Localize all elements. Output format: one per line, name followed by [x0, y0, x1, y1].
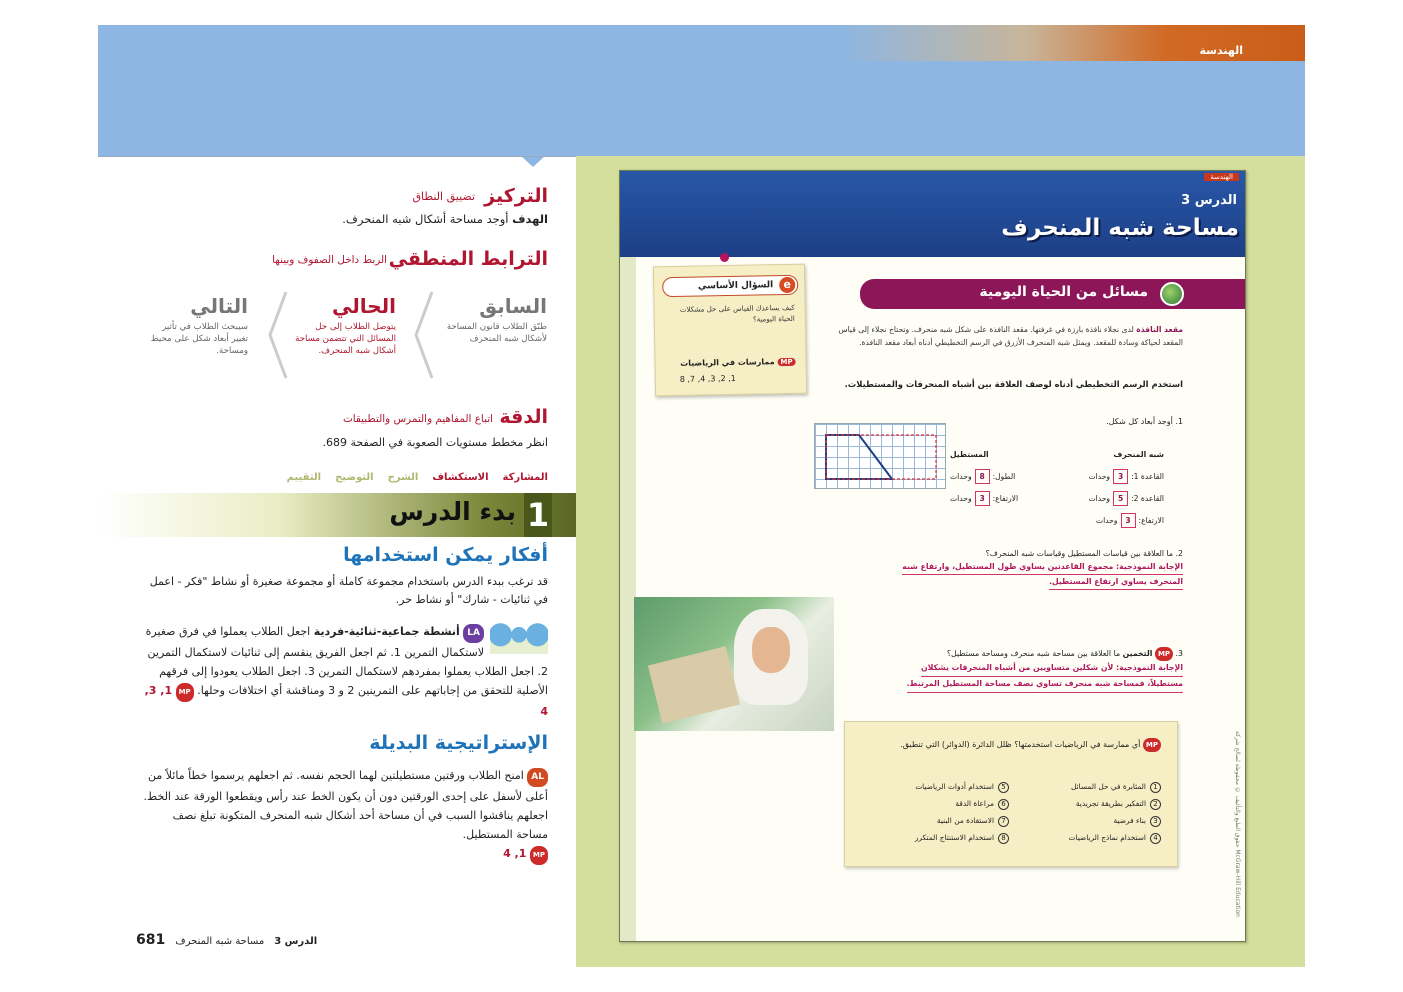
- practice-label: التفكير بطريقة تجريدية: [1075, 799, 1146, 808]
- math-practices-title-text: أي ممارسة في الرياضيات استخدمتها؟ ظلل الدائرة (الدوائر) التي تنطبق.: [900, 740, 1141, 749]
- practice-item[interactable]: [857, 782, 1009, 793]
- q2-prompt: 2. ما العلاقة بين قياسات المستطيل وقياسات شبه المنحرف؟: [985, 549, 1183, 558]
- practice-item[interactable]: [1009, 782, 1161, 793]
- q2-answer-line2: المنحرف يساوي ارتفاع المستطيل.: [1049, 575, 1183, 590]
- coherence-title: الترابط المنطقي: [388, 248, 548, 270]
- coherence-current: [292, 294, 396, 357]
- alternate-text: امنح الطلاب ورقتين مستطيلتين لهما الحجم نفسه. ثم اجعلهم يرسموا خطاً مائلاً من أعلى لأسفل على إحدى الورقتين دون أن يكون الخط عند رأس ويقطعوا الورقة عند الخط. اجعلهم يناقشوا السبب في أن مساحة أحد أشكال شبه المنحرف المتكونة تبلغ نصف مساحة المستطيل.: [143, 769, 548, 841]
- stage-explore: الاستكشاف: [432, 472, 489, 483]
- length-label: الطول:: [992, 471, 1016, 481]
- photo-face: [752, 627, 790, 673]
- practice-circle[interactable]: 6: [998, 799, 1009, 810]
- stage-evaluate: التقييم: [286, 472, 322, 483]
- groups-refs: 1, 3, 4: [144, 684, 548, 718]
- current-heading: الحالي: [331, 294, 396, 318]
- base2-label: القاعدة 2:: [1131, 493, 1164, 503]
- stage-elaborate: التوضيح: [335, 472, 374, 483]
- goal-text: أوجد مساحة أشكال شبه المنحرف.: [342, 212, 509, 226]
- q1-prompt: 1. أوجد أبعاد كل شكل.: [1106, 417, 1183, 426]
- height-answer[interactable]: 3: [1121, 513, 1136, 528]
- footer-lesson-name: مساحة شبه المنحرف: [175, 936, 265, 947]
- practice-item[interactable]: [857, 816, 1009, 827]
- e-icon: e: [779, 277, 795, 293]
- grid-diagram: [814, 423, 946, 489]
- units-label: وحدات: [950, 493, 972, 503]
- practice-circle[interactable]: 4: [1150, 833, 1161, 844]
- previous-text: طبّق الطلاب قانون المساحة لأشكال شبه المنحرف: [446, 322, 547, 344]
- rectangle-head: المستطيل: [950, 449, 989, 459]
- units-label: وحدات: [1088, 471, 1111, 481]
- student-page: [619, 170, 1246, 942]
- student-lesson-label: الدرس 3: [1181, 193, 1237, 208]
- practice-item[interactable]: [1009, 833, 1161, 844]
- essential-question-label: السؤال الأساسي: [697, 280, 774, 292]
- essential-practice-label: ممارسات في الرياضيات: [680, 357, 775, 368]
- student-page-tag: الهندسة: [1204, 173, 1239, 181]
- practice-label: استخدام نماذج الرياضيات: [1068, 833, 1146, 842]
- practice-icon: MP: [1143, 738, 1161, 752]
- launch-number: 1: [524, 493, 552, 537]
- stage-engage: المشاركة: [502, 472, 548, 483]
- real-world-bar: [860, 279, 1246, 309]
- real-world-body: لدى نجلاء نافذة بارزة في غرفتها. مقعد النافذة على شكل شبه منحرف. وتحتاج نجلاء إلى قياس المقعد لحياكة وسادة للمقعد. ويمثل شبه المنحرف الأزرق في الرسم التخطيطي أدناه أبعاد مقعد النافذة.: [838, 325, 1183, 347]
- practice-icon: MP: [777, 358, 795, 366]
- groups-title: أنشطة جماعية-ثنائية-فردية: [313, 625, 460, 638]
- chevron-left-icon: [412, 290, 434, 380]
- practice-circle[interactable]: 5: [998, 782, 1009, 793]
- level-badge: LA: [463, 624, 484, 643]
- base2-answer[interactable]: 5: [1113, 491, 1128, 506]
- alternate-title: الإستراتيجية البديلة: [369, 732, 548, 754]
- base1-label: القاعدة 1:: [1131, 471, 1164, 481]
- practice-icon: MP: [530, 846, 548, 865]
- coherence-next: [144, 294, 248, 357]
- essential-question-note: [653, 264, 807, 397]
- base1-cell: [1088, 469, 1164, 484]
- groups-activity: [138, 622, 548, 721]
- real-world-instruction: استخدم الرسم التخطيطي أدناه لوصف العلاقة بين أشباه المنحرفات والمستطيلات.: [844, 379, 1183, 389]
- practice-item[interactable]: [857, 799, 1009, 810]
- rigor-title: الدقة: [499, 406, 548, 428]
- launch-title: بدء الدرس: [389, 497, 516, 526]
- practice-label: الاستفادة من البنية: [936, 816, 994, 825]
- q3-prompt: ما العلاقة بين مساحة شبه منحرف ومساحة مستطيل؟: [946, 649, 1121, 658]
- rect-height-label: الارتفاع:: [992, 493, 1019, 503]
- length-answer[interactable]: 8: [975, 469, 990, 484]
- trapezoid-diagram: [815, 424, 947, 490]
- practice-item[interactable]: [1009, 816, 1161, 827]
- pin-icon: [720, 253, 729, 262]
- focus-subtitle: تضييق النطاق: [412, 190, 475, 203]
- current-text: يتوصل الطلاب إلى حل المسائل التي تتضمن مساحة أشكال شبه المنحرف.: [295, 322, 396, 356]
- practice-label: بناء فرضية: [1113, 816, 1146, 825]
- goal-label: الهدف: [512, 212, 548, 226]
- previous-heading: السابق: [479, 294, 547, 318]
- rigor-text: انظر مخطط مستويات الصعوبة في الصفحة 689.: [322, 436, 548, 449]
- alternate-text-block: [138, 766, 548, 865]
- height-cell: [1096, 513, 1164, 528]
- practice-icon: MP: [1155, 647, 1173, 661]
- practice-icon: MP: [176, 683, 194, 702]
- essential-practice: [680, 357, 796, 368]
- rect-height-cell: [950, 491, 1018, 506]
- math-practices-list: [857, 782, 1161, 844]
- rect-height-answer[interactable]: 3: [975, 491, 990, 506]
- q1-table: [950, 443, 1164, 531]
- groups-text: اجعل الطلاب يعملوا في فرق صغيرة لاستكمال التمرين 1. ثم اجعل الفريق ينقسم إلى ثنائيات لاستكمال التمرين 2. اجعل الطلاب يعملوا بمفردهم لاستكمال التمرين 3. اجعل الطلاب يعودوا إلى فرقهم الأصلية للتحقق من إجاباتهم على التمرينين 2 و 3 ومناقشة أي اختلافات وحلها.: [145, 625, 548, 697]
- practice-circle[interactable]: 2: [1150, 799, 1161, 810]
- student-page-header: [620, 171, 1245, 257]
- practice-circle[interactable]: 1: [1150, 782, 1161, 793]
- practice-circle[interactable]: 7: [998, 816, 1009, 827]
- trapezoid-head: شبه المنحرف: [1113, 449, 1164, 459]
- height-label: الارتفاع:: [1138, 515, 1164, 525]
- q3-answer-line1: الإجابة النموذجية: لأن شكلين متساويين من أشباه المنحرفات يشكلان: [921, 661, 1183, 677]
- page-number: 681: [136, 932, 166, 948]
- lesson-stages: [287, 472, 548, 483]
- rigor-subtitle: اتباع المفاهيم والتمرس والتطبيقات: [342, 413, 493, 425]
- practice-item[interactable]: [1009, 799, 1161, 810]
- goal-line: [342, 212, 548, 226]
- chevron-left-icon: [266, 290, 288, 380]
- alternate-refs: 1, 4: [503, 847, 527, 860]
- math-practices-note: [844, 721, 1178, 867]
- q3-block: [813, 647, 1183, 693]
- base1-answer[interactable]: 3: [1113, 469, 1128, 484]
- length-cell: [950, 469, 1015, 484]
- next-text: سيبحث الطلاب في تأثير تغيير أبعاد شكل على محيط ومساحة.: [150, 322, 248, 356]
- practice-item[interactable]: [857, 833, 1009, 844]
- real-world-text: [835, 323, 1183, 349]
- units-label: وحدات: [1095, 515, 1118, 525]
- level-badge: AL: [527, 768, 548, 787]
- page-footer: [136, 932, 317, 948]
- header-category: الهندسة: [1199, 44, 1243, 57]
- real-world-lead: مقعد النافذة: [1136, 325, 1183, 334]
- focus-title: التركيز: [484, 185, 548, 207]
- practice-label: مراعاة الدقة: [955, 799, 994, 808]
- student-page-title: مساحة شبه المنحرف: [1001, 215, 1239, 241]
- real-world-title: مسائل من الحياة اليومية: [979, 284, 1148, 300]
- copyright-vertical: حقوق الطبع والتأليف © محفوظة لصالح شركة McGraw-Hill Education: [1234, 731, 1241, 917]
- q3-tag: التخمين: [1122, 649, 1153, 658]
- group-people-icon: [490, 622, 548, 654]
- next-heading: التالي: [190, 294, 248, 318]
- essential-question-text: كيف يساعدك القياس على حل مشكلات الحياة اليومية؟: [679, 303, 795, 324]
- q2-answer-line1: الإجابة النموذجية: مجموع القاعدتين يساوي طول المستطيل، وارتفاع شبه: [902, 560, 1183, 575]
- base2-cell: [1088, 491, 1164, 506]
- photo-book: [648, 646, 740, 724]
- coherence-subtitle: الربط داخل الصفوف وبينها: [272, 254, 387, 266]
- essential-practice-nums: 1, 2, 3, 4, 7, 8: [679, 373, 736, 384]
- divider: [98, 156, 576, 157]
- q3-num: 3.: [1175, 649, 1183, 658]
- practice-label: استخدام أدوات الرياضيات: [915, 782, 994, 791]
- coherence-previous: [443, 294, 547, 345]
- practice-circle[interactable]: 3: [1150, 816, 1161, 827]
- units-label: وحدات: [1088, 493, 1111, 503]
- ideas-title: أفكار يمكن استخدامها: [343, 544, 548, 566]
- ideas-text: قد ترغب ببدء الدرس باستخدام مجموعة كاملة أو مجموعة صغيرة أو نشاط "فكر - اعمل في ثنائيات - شارك" أو نشاط حر.: [149, 575, 548, 606]
- practice-label: المثابرة في حل المسائل: [1070, 782, 1146, 791]
- math-practices-title: [871, 738, 1161, 752]
- globe-icon: [1160, 282, 1184, 306]
- essential-question-badge: [662, 275, 798, 297]
- units-label: وحدات: [950, 471, 972, 481]
- student-photo: [634, 597, 834, 731]
- q2-block: [713, 547, 1183, 590]
- footer-lesson-label: الدرس 3: [274, 936, 318, 947]
- practice-label: استخدام الاستنتاج المتكرر: [914, 833, 994, 842]
- stage-explain: الشرح: [387, 472, 419, 483]
- q3-answer-line2: مستطيلاً، فمساحة شبه منحرف تساوي نصف مساحة المستطيل المرتبط.: [907, 677, 1183, 693]
- practice-circle[interactable]: 8: [998, 833, 1009, 844]
